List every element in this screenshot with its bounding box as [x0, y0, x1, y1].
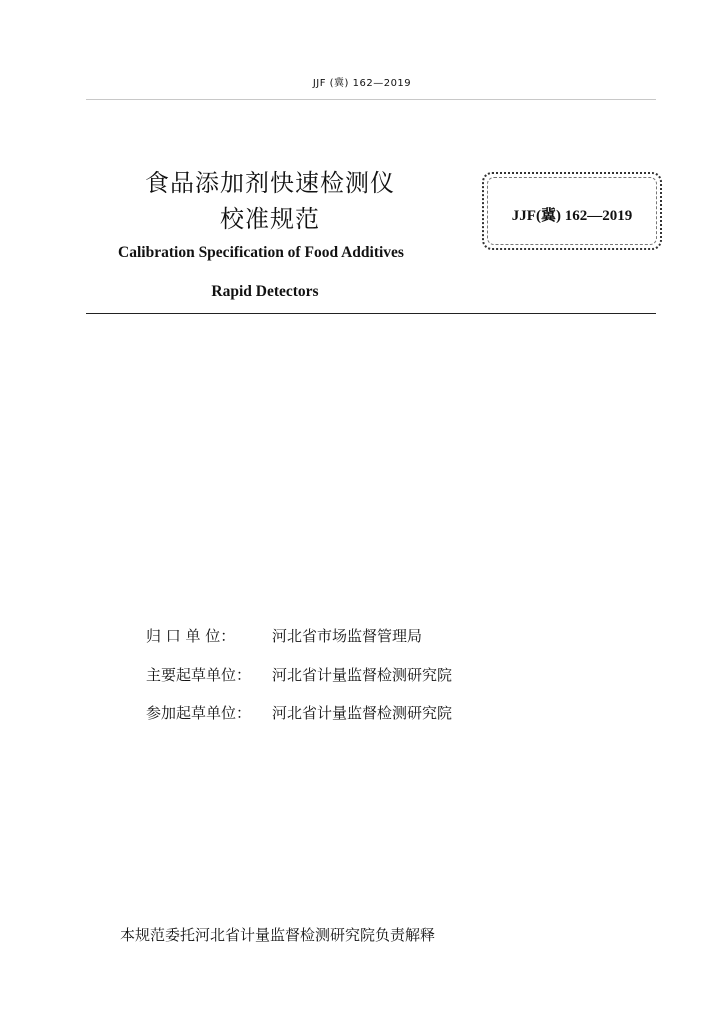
org-label: 主要起草单位：	[146, 666, 252, 684]
org-value: 河北省计量监督检测研究院	[272, 704, 453, 722]
org-row-participating-drafter	[146, 702, 452, 723]
title-cn-line1: 食品添加剂快速检测仪	[145, 169, 395, 197]
org-label: 归 口 单 位：	[146, 627, 236, 645]
title-en-line1: Calibration Specification of Food Additives	[118, 244, 404, 261]
org-value: 河北省市场监督管理局	[272, 627, 423, 645]
org-row-responsible	[146, 625, 422, 646]
title-cn-line2: 校准规范	[220, 205, 320, 233]
org-value: 河北省计量监督检测研究院	[272, 666, 453, 684]
title-rule	[86, 313, 656, 314]
org-label: 参加起草单位：	[146, 704, 252, 722]
title-en-line2: Rapid Detectors	[211, 283, 319, 300]
code-box-text: JJF(冀) 162—2019	[511, 208, 633, 224]
header-rule	[86, 99, 656, 100]
org-row-main-drafter	[146, 664, 452, 685]
interpretation-note: 本规范委托河北省计量监督检测研究院负责解释	[120, 926, 436, 944]
header-code: JJF (冀) 162—2019	[312, 78, 412, 89]
